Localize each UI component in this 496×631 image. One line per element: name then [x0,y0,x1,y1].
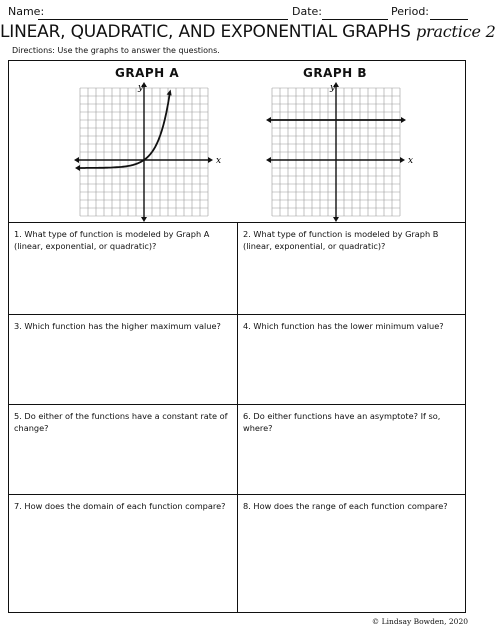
x-axis-label: x [408,156,414,166]
name-label: Name: [8,5,45,18]
title-script: practice 2 [415,22,496,41]
question-6[interactable] [237,404,466,494]
student-info-header [0,3,474,21]
question-8-text: 8. How does the range of each function compare? [243,501,448,511]
x-axis-label: x [216,156,222,166]
period-label: Period: [391,5,430,18]
question-5-text: 5. Do either of the functions have a constant rate of change? [14,411,228,433]
x-axis-arrow-left [266,157,271,163]
y-axis-label: y [330,83,336,93]
graph-b [262,80,412,220]
date-field[interactable] [322,19,388,20]
question-4[interactable] [237,314,466,404]
question-7-text: 7. How does the domain of each function compare? [14,501,226,511]
question-1[interactable] [8,222,237,314]
question-7[interactable] [8,494,237,613]
question-2-text: 2. What type of function is modeled by Graph B (linear, exponential, or quadratic)? [243,229,439,251]
graph-a-curve [80,95,170,169]
graph-a-curve-arrow [167,89,172,95]
name-field[interactable] [38,19,288,20]
question-3-text: 3. Which function has the higher maximum value? [14,321,221,331]
question-5[interactable] [8,404,237,494]
graph-a-curve-arrow-left [75,165,80,171]
x-axis-arrow-right [208,157,213,163]
x-axis-arrow-right [400,157,405,163]
question-2[interactable] [237,222,466,314]
title-main: LINEAR, QUADRATIC, AND EXPONENTIAL GRAPHS [0,22,411,42]
page-title [0,22,496,42]
copyright: © Lindsay Bowden, 2020 [371,617,468,626]
period-field[interactable] [430,19,468,20]
directions: Directions: Use the graphs to answer the questions. [12,46,220,55]
question-1-text: 1. What type of function is modeled by Graph A (linear, exponential, or quadratic)? [14,229,210,251]
question-6-text: 6. Do either functions have an asymptote? If so, where? [243,411,441,433]
graph-a-title: GRAPH A [115,66,180,80]
question-8[interactable] [237,494,466,613]
x-axis-arrow-left [74,157,79,163]
graph-a [70,80,220,220]
y-axis-label: y [138,83,144,93]
graph-b-line-arrow-right [401,117,406,123]
question-4-text: 4. Which function has the lower minimum value? [243,321,444,331]
graph-b-title: GRAPH B [303,66,368,80]
question-3[interactable] [8,314,237,404]
questions-grid [8,222,466,613]
graph-b-line-arrow-left [266,117,271,123]
date-label: Date: [292,5,322,18]
